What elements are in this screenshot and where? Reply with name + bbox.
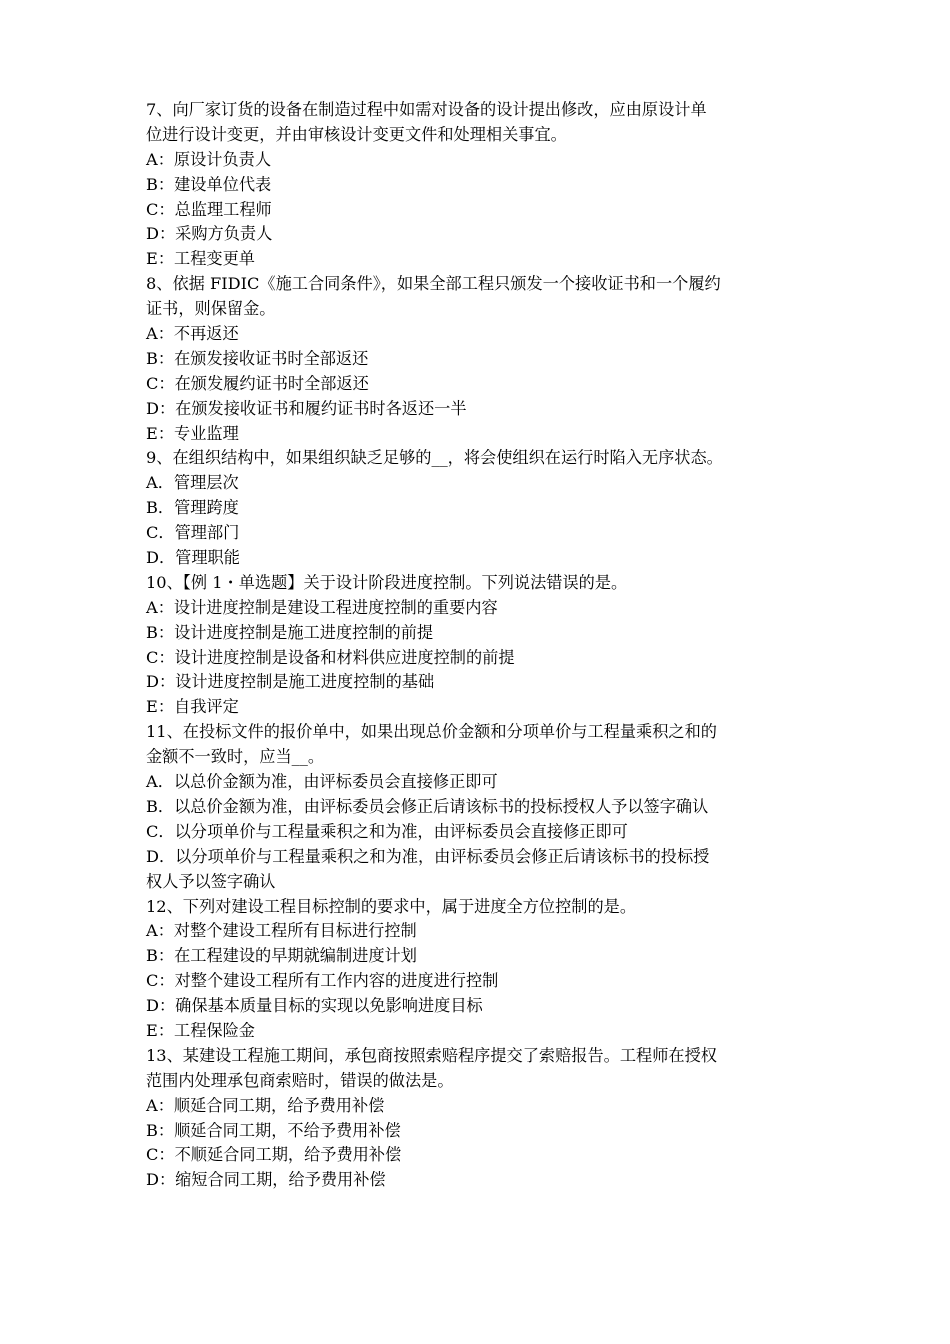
option-a: A：原设计负责人 bbox=[146, 149, 272, 169]
question-12 bbox=[146, 895, 814, 1044]
option-d: D：缩短合同工期，给予费用补偿 bbox=[146, 1170, 386, 1190]
question-10 bbox=[146, 571, 814, 720]
option-c: C．管理部门 bbox=[146, 523, 240, 543]
option-a: A：设计进度控制是建设工程进度控制的重要内容 bbox=[146, 597, 498, 617]
option-d: D：采购方负责人 bbox=[146, 224, 273, 244]
option-d: D．以分项单价与工程量乘积之和为准，由评标委员会修正后请该标书的投标授 bbox=[146, 846, 710, 866]
question-stem: 范围内处理承包商索赔时，错误的做法是。 bbox=[146, 1070, 454, 1090]
option-a: A：不再返还 bbox=[146, 324, 239, 344]
question-7 bbox=[146, 98, 814, 272]
option-a: A．以总价金额为准，由评标委员会直接修正即可 bbox=[146, 772, 498, 792]
option-a: A．管理层次 bbox=[146, 473, 239, 493]
question-8 bbox=[146, 272, 814, 446]
option-d: D：设计进度控制是施工进度控制的基础 bbox=[146, 672, 435, 692]
option-c: C：设计进度控制是设备和材料供应进度控制的前提 bbox=[146, 647, 515, 667]
question-stem: 金额不一致时，应当__。 bbox=[146, 747, 325, 767]
option-d-continued: 权人予以签字确认 bbox=[146, 871, 276, 891]
option-c: C．以分项单价与工程量乘积之和为准，由评标委员会直接修正即可 bbox=[146, 821, 628, 841]
option-e: E：自我评定 bbox=[146, 697, 239, 717]
option-d: D：在颁发接收证书和履约证书时各返还一半 bbox=[146, 398, 467, 418]
option-e: E：工程变更单 bbox=[146, 249, 255, 269]
question-stem: 11、在投标文件的报价单中，如果出现总价金额和分项单价与工程量乘积之和的 bbox=[146, 722, 717, 742]
document-page bbox=[146, 98, 814, 1193]
option-e: E：专业监理 bbox=[146, 423, 239, 443]
question-stem: 8、依据 FIDIC《施工合同条件》，如果全部工程只颁发一个接收证书和一个履约 bbox=[146, 274, 721, 294]
option-b: B：建设单位代表 bbox=[146, 174, 272, 194]
option-b: B：在工程建设的早期就编制进度计划 bbox=[146, 946, 417, 966]
question-stem: 位进行设计变更，并由审核设计变更文件和处理相关事宜。 bbox=[146, 124, 567, 144]
option-b: B．管理跨度 bbox=[146, 498, 239, 518]
question-stem: 9、在组织结构中，如果组织缺乏足够的__，将会使组织在运行时陷入无序状态。 bbox=[146, 448, 723, 468]
question-stem: 10、【例 1・单选题】关于设计阶段进度控制。下列说法错误的是。 bbox=[146, 572, 628, 592]
option-d: D：确保基本质量目标的实现以免影响进度目标 bbox=[146, 996, 483, 1016]
option-a: A：对整个建设工程所有目标进行控制 bbox=[146, 921, 417, 941]
option-b: B：在颁发接收证书时全部返还 bbox=[146, 348, 369, 368]
option-e: E：工程保险金 bbox=[146, 1020, 255, 1040]
option-b: B：顺延合同工期，不给予费用补偿 bbox=[146, 1120, 401, 1140]
option-b: B．以总价金额为准，由评标委员会修正后请该标书的投标授权人予以签字确认 bbox=[146, 796, 709, 816]
question-11 bbox=[146, 720, 814, 894]
option-c: C：在颁发履约证书时全部返还 bbox=[146, 373, 369, 393]
option-a: A：顺延合同工期，给予费用补偿 bbox=[146, 1095, 385, 1115]
question-stem: 12、下列对建设工程目标控制的要求中，属于进度全方位控制的是。 bbox=[146, 896, 637, 916]
option-c: C：对整个建设工程所有工作内容的进度进行控制 bbox=[146, 971, 499, 991]
option-d: D．管理职能 bbox=[146, 548, 240, 568]
question-stem: 7、向厂家订货的设备在制造过程中如需对设备的设计提出修改，应由原设计单 bbox=[146, 100, 707, 119]
option-c: C：总监理工程师 bbox=[146, 199, 272, 219]
question-stem: 证书，则保留金。 bbox=[146, 299, 276, 319]
option-b: B：设计进度控制是施工进度控制的前提 bbox=[146, 622, 434, 642]
question-stem: 13、某建设工程施工期间，承包商按照索赔程序提交了索赔报告。工程师在授权 bbox=[146, 1045, 717, 1065]
option-c: C：不顺延合同工期，给予费用补偿 bbox=[146, 1145, 402, 1165]
question-9 bbox=[146, 446, 814, 570]
question-13 bbox=[146, 1044, 814, 1193]
